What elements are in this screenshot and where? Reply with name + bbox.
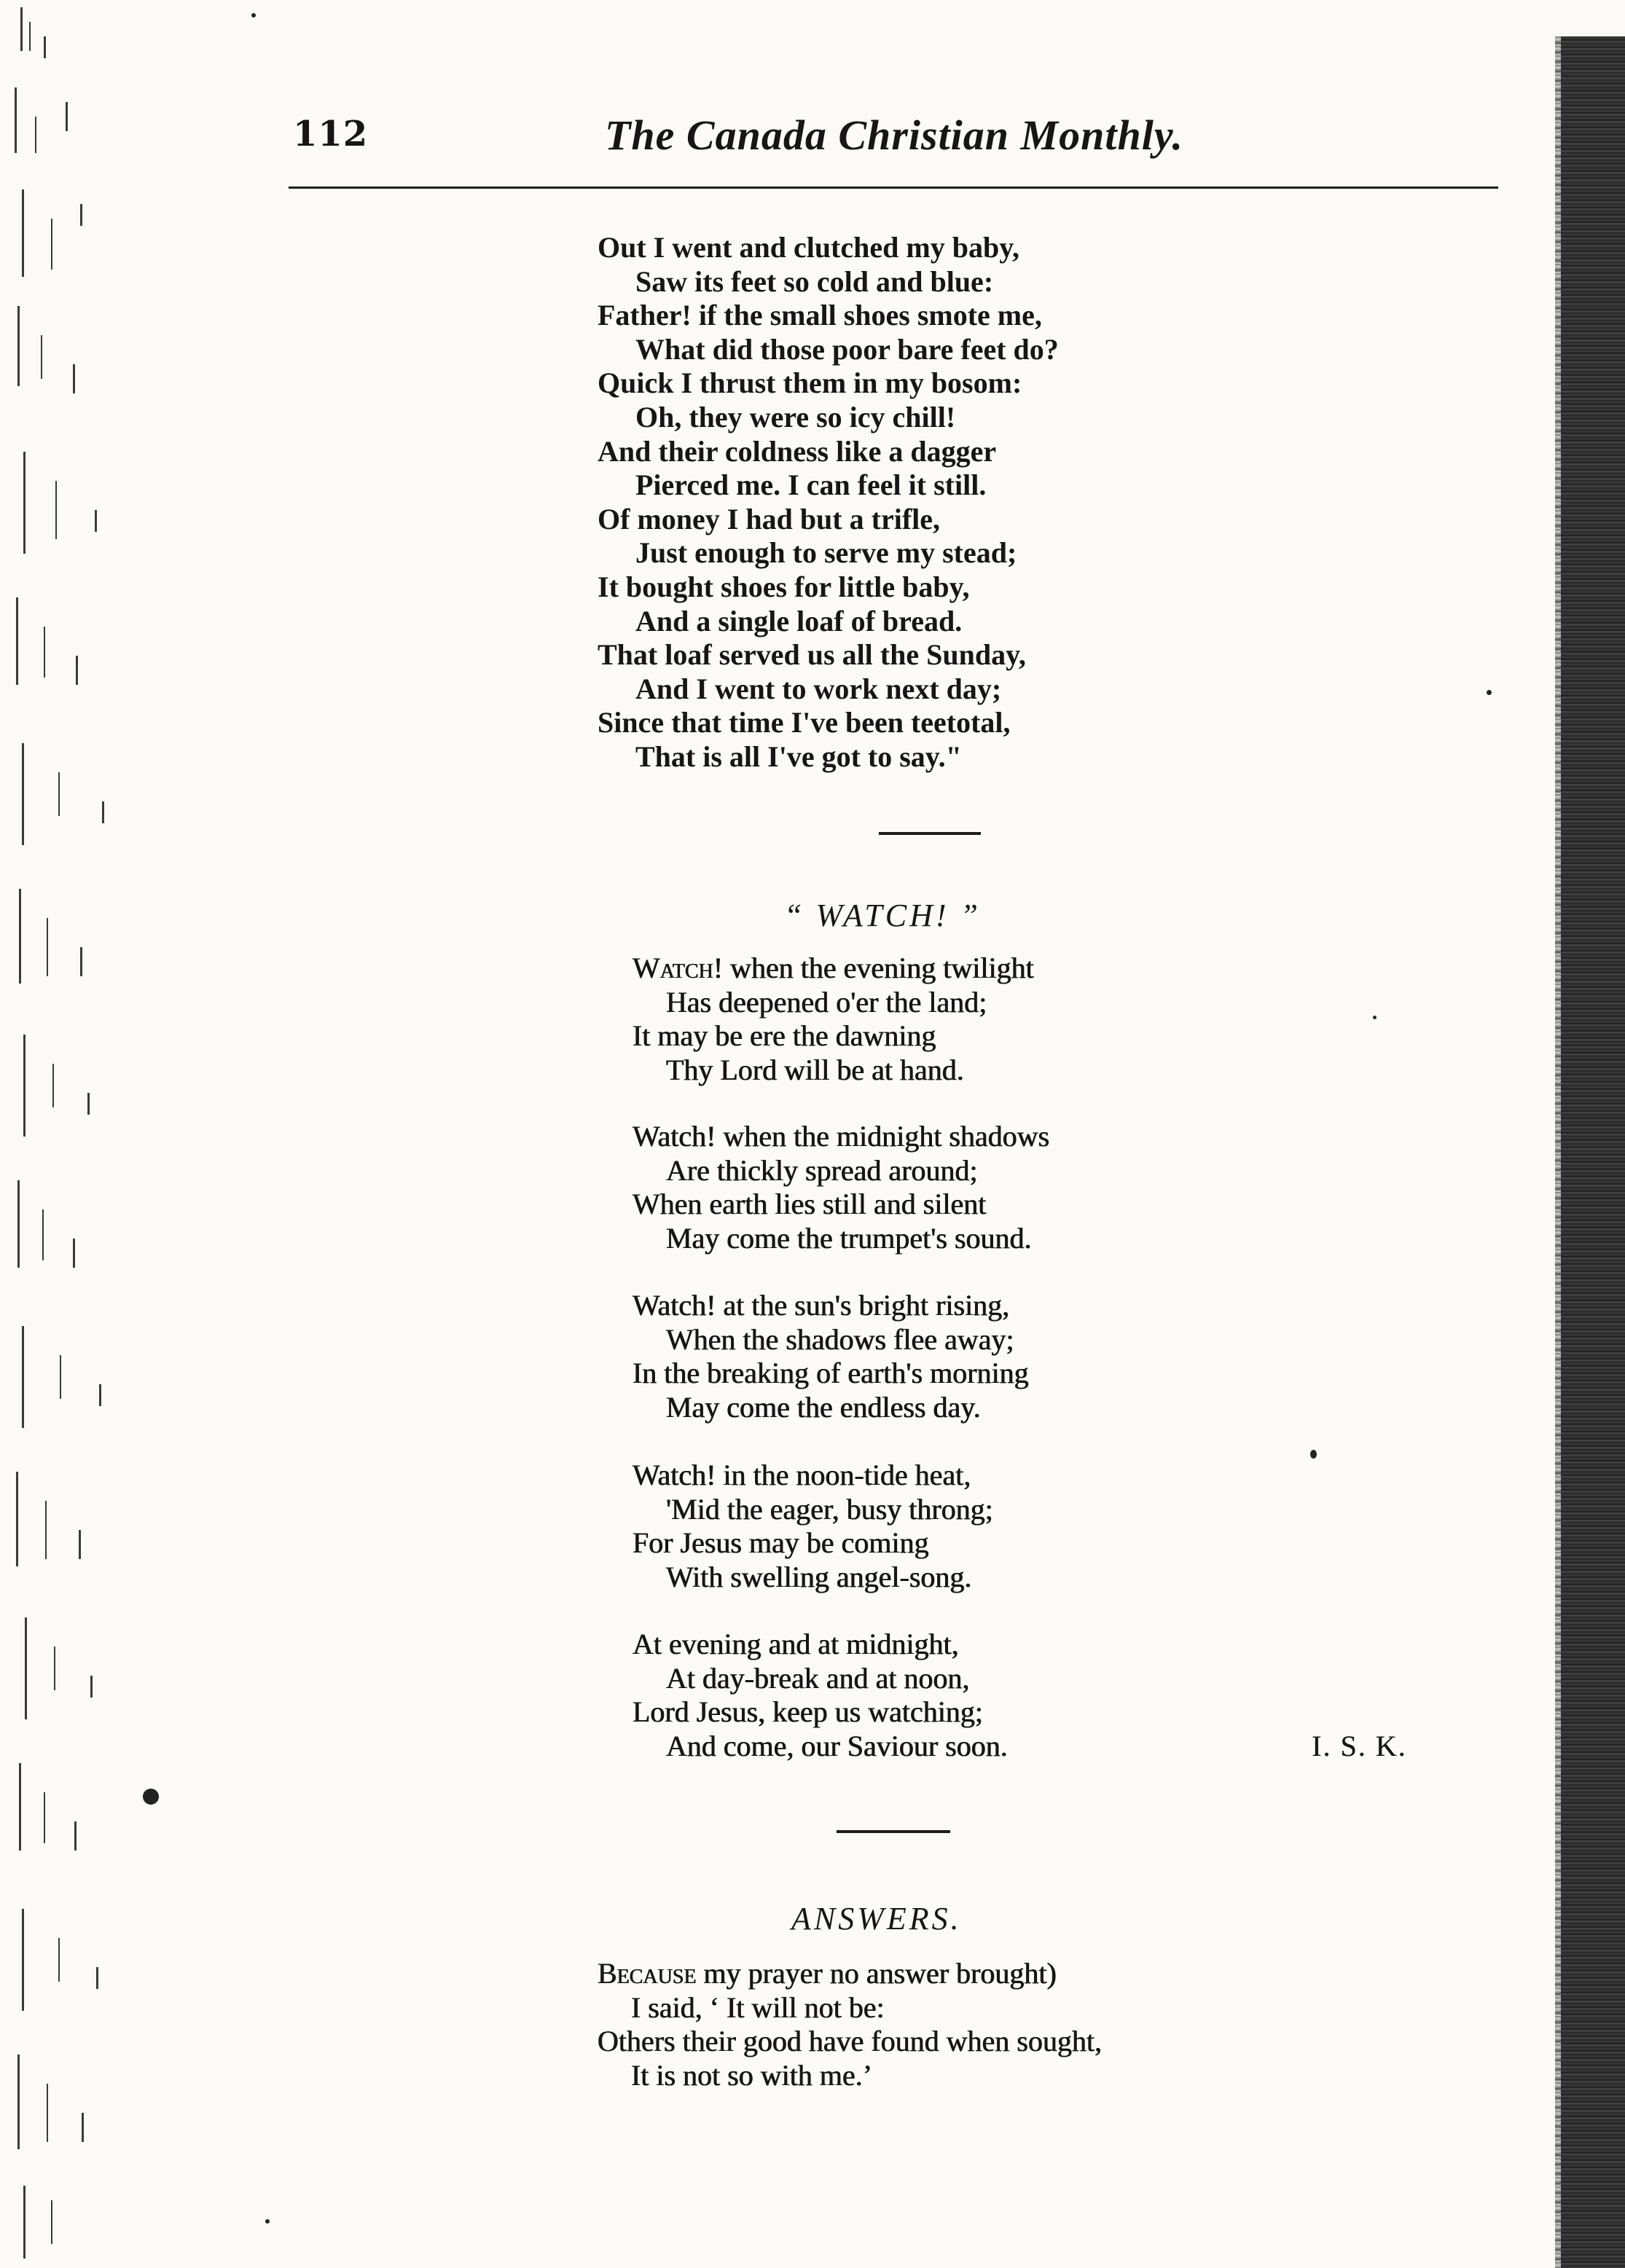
watch-stanza-1 [633, 951, 1034, 1088]
answers-stanza [598, 1957, 1102, 2093]
poem-line: And a single loaf of bread. [635, 604, 963, 637]
poem-line: Has deepened o'er the land; [666, 985, 987, 1019]
poem-line: It may be ere the dawning [633, 1019, 936, 1053]
header-rule [289, 187, 1498, 189]
poem-line: Pierced me. I can feel it still. [635, 468, 987, 502]
first-word: Watch [633, 951, 713, 984]
poem-line: When earth lies still and silent [633, 1188, 987, 1221]
poem-line: Others their good have found when sought, [598, 2025, 1103, 2058]
poem-line: Are thickly spread around; [666, 1153, 978, 1187]
poem-line: Of money I had but a trifle, [598, 502, 940, 535]
poem-line: Since that time I've been teetotal, [598, 706, 1011, 739]
watch-stanza-2 [633, 1120, 1049, 1256]
poem-line: Watch! when the evening twilight [633, 951, 1034, 984]
watch-title: “ WATCH! ” [784, 898, 982, 933]
ink-speck [251, 13, 256, 17]
ink-speck [1373, 1016, 1377, 1019]
poem-line: May come the endless day. [666, 1391, 981, 1424]
poem-line: When the shadows flee away; [666, 1322, 1014, 1356]
ink-speck [265, 2219, 270, 2224]
poem-line: Watch! at the sun's bright rising, [633, 1289, 1010, 1322]
poem-line: Lord Jesus, keep us watching; [633, 1695, 984, 1729]
poem-line: Out I went and clutched my baby, [598, 231, 1019, 264]
scan-binding-strip [1559, 36, 1625, 2268]
watch-stanza-5 [633, 1628, 1008, 1764]
poem-line: Thy Lord will be at hand. [666, 1053, 964, 1087]
poem-line: 'Mid the eager, busy throng; [666, 1492, 993, 1526]
poem-line: In the breaking of earth's morning [633, 1357, 1029, 1390]
page-number: 112 [293, 114, 369, 154]
author-signature: I. S. K. [1312, 1730, 1407, 1762]
watch-stanza-4 [633, 1459, 993, 1595]
section-divider [879, 832, 981, 835]
poem-line: Watch! in the noon-tide heat, [633, 1459, 971, 1491]
poem-line: And come, our Saviour soon. [666, 1730, 1008, 1763]
poem-line: I said, ‘ It will not be: [631, 1990, 885, 2024]
ink-blot [143, 1789, 159, 1805]
ink-speck [1310, 1450, 1317, 1459]
poem-line: With swelling angel-song. [666, 1561, 972, 1594]
poem-line: Because my prayer no answer brought) [598, 1957, 1057, 1990]
poem-line: What did those poor bare feet do? [635, 332, 1059, 366]
poem-line: At day-break and at noon, [666, 1661, 970, 1695]
poem-line: May come the trumpet's sound. [666, 1222, 1032, 1255]
poem-ending [598, 231, 1059, 774]
section-divider [837, 1830, 950, 1833]
poem-line: And I went to work next day; [635, 672, 1002, 705]
first-word: Because [598, 1957, 697, 1990]
poem-line: That is all I've got to say." [635, 739, 962, 773]
poem-line: It bought shoes for little baby, [598, 570, 970, 603]
poem-line: Quick I thrust them in my bosom: [598, 366, 1022, 400]
poem-line: Oh, they were so icy chill! [635, 400, 956, 433]
poem-line: Just enough to serve my stead; [635, 536, 1017, 570]
poem-line: It is not so with me.’ [631, 2059, 873, 2092]
poem-line: And their coldness like a dagger [598, 434, 997, 468]
poem-line: That loaf served us all the Sunday, [598, 638, 1026, 672]
poem-line: Watch! when the midnight shadows [633, 1120, 1050, 1153]
watch-stanza-3 [633, 1289, 1029, 1425]
answers-title: ANSWERS. [791, 1901, 962, 1937]
poem-line: For Jesus may be coming [633, 1526, 929, 1560]
running-title: The Canada Christian Monthly. [605, 111, 1183, 159]
ink-speck [1487, 690, 1492, 695]
poem-line: At evening and at midnight, [633, 1628, 959, 1660]
poem-line: Father! if the small shoes smote me, [598, 299, 1042, 332]
scan-edge-noise [0, 0, 124, 2268]
poem-line: Saw its feet so cold and blue: [635, 264, 994, 298]
